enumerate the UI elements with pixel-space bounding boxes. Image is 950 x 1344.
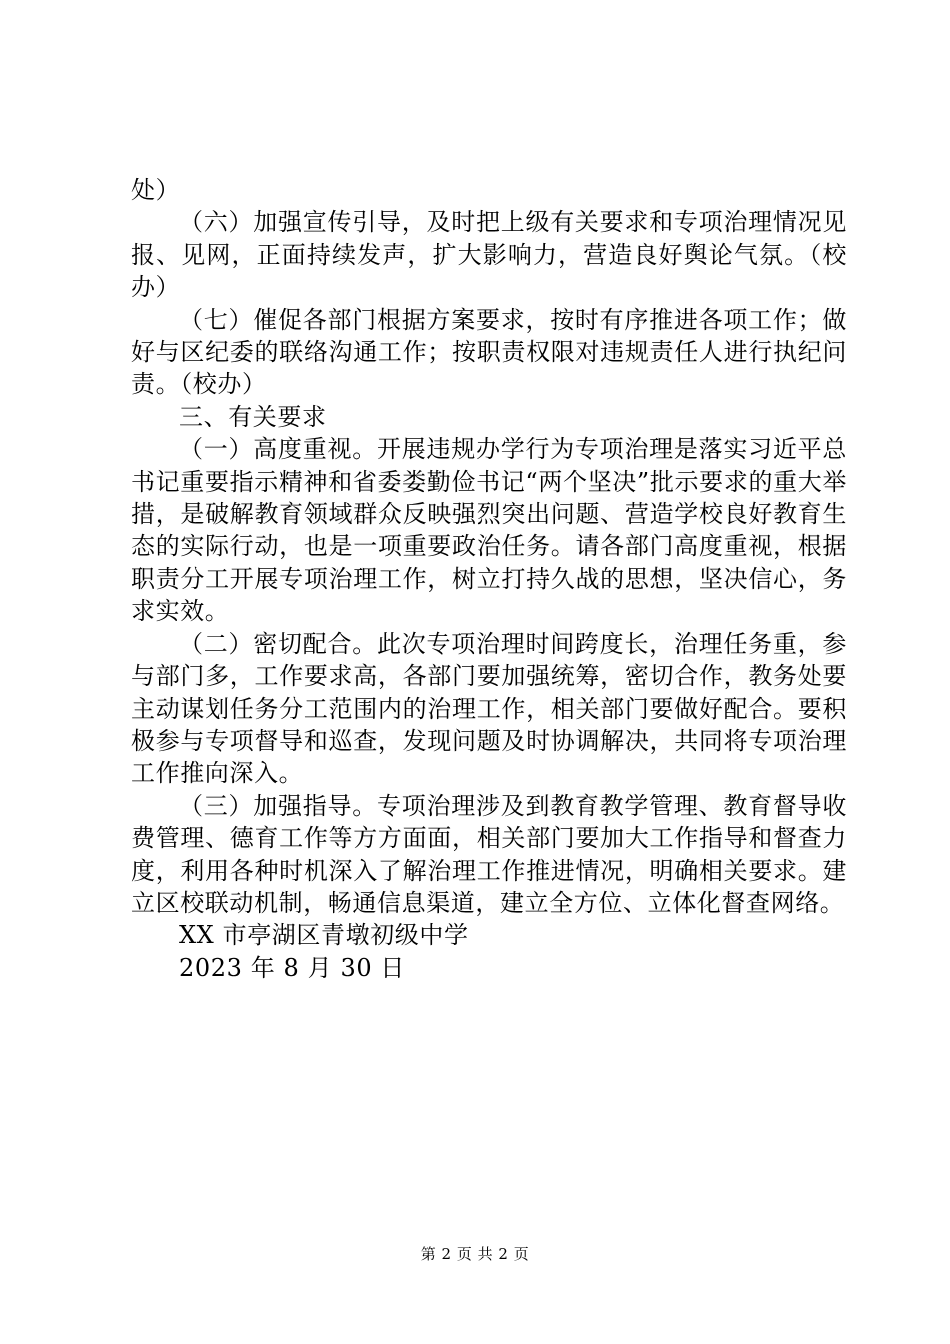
page-footer: 第 2 页 共 2 页 (420, 1245, 530, 1263)
paragraph-item-7: （七）催促各部门根据方案要求，按时有序推进各项工作；做好与区纪委的联络沟通工作；按职责权限对违规责任人进行执纪问责。（校办） (131, 305, 847, 399)
section-heading-requirements: 三、有关要求 (179, 402, 327, 431)
signature-organization: XX 市亭湖区青墩初级中学 (179, 921, 469, 950)
paragraph-continuation: 处） (131, 176, 181, 204)
paragraph-requirement-2: （二）密切配合。此次专项治理时间跨度长，治理任务重，参与部门多，工作要求高，各部门要加强统筹，密切合作，教务处要主动谋划任务分工范围内的治理工作，相关部门要做好配合。要积极参与专项督导和巡查，发现问题及时协调解决，共同将专项治理工作推向深入。 (131, 629, 847, 788)
paragraph-item-6: （六）加强宣传引导，及时把上级有关要求和专项治理情况见报、见网，正面持续发声，扩大影响力，营造良好舆论气氛。（校办） (131, 208, 847, 302)
signature-date: 2023 年 8 月 30 日 (179, 953, 406, 982)
paragraph-requirement-3: （三）加强指导。专项治理涉及到教育教学管理、教育督导收费管理、德育工作等方方面面，相关部门要加大工作指导和督查力度，利用各种时机深入了解治理工作推进情况，明确相关要求。建立区校联动机制，畅通信息渠道，建立全方位、立体化督查网络。 (131, 791, 847, 917)
paragraph-requirement-1: （一）高度重视。开展违规办学行为专项治理是落实习近平总书记重要指示精神和省委娄勤俭书记“两个坚决”批示要求的重大举措，是破解教育领域群众反映强烈突出问题、营造学校良好教育生态的实际行动，也是一项重要政治任务。请各部门高度重视，根据职责分工开展专项治理工作，树立打持久战的思想，坚决信心，务求实效。 (131, 435, 847, 626)
document-body (131, 174, 847, 984)
